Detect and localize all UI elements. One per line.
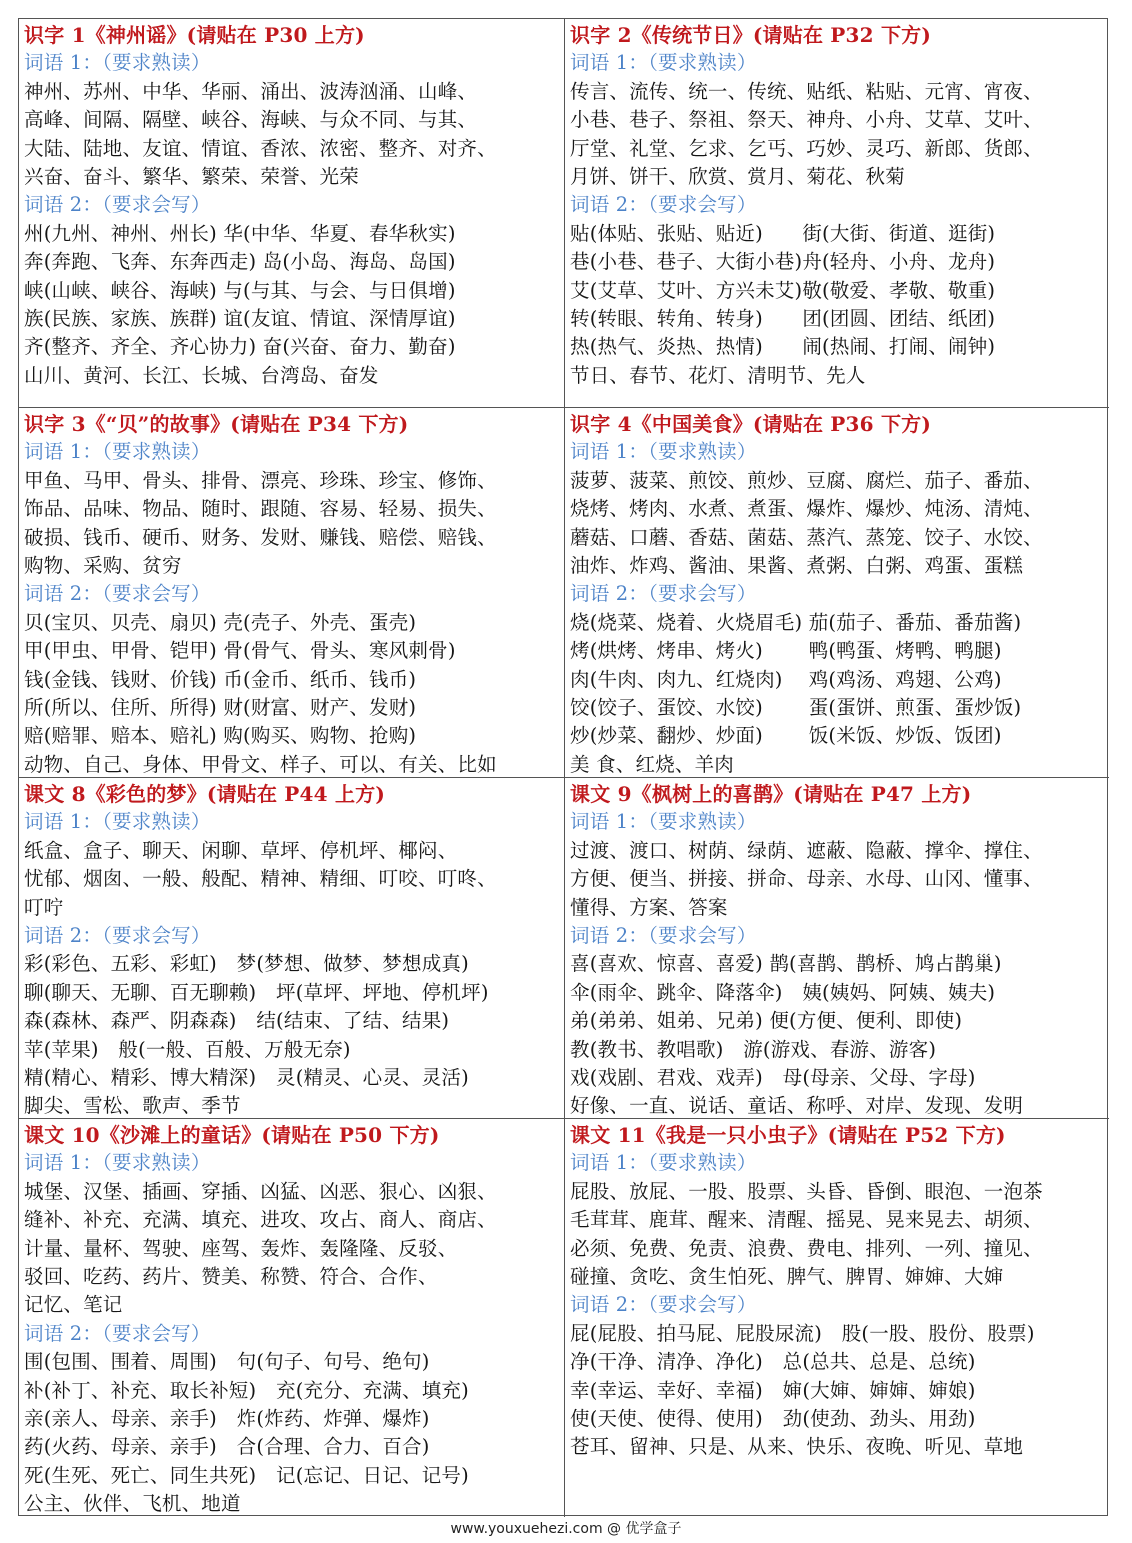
vocab-line: 森(森林、森严、阴森森) 结(结束、了结、结果) bbox=[24, 1009, 450, 1033]
vocab-line: 屁股、放屁、一股、股票、头昏、昏倒、眼泡、一泡茶 bbox=[570, 1179, 1043, 1203]
vocab-group-label: 词语 2：（要求会写） bbox=[570, 582, 757, 606]
vocab-group-label: 词语 2：（要求会写） bbox=[570, 924, 757, 948]
vocab-line: 屁(屁股、拍马屁、屁股尿流) 股(一股、股份、股票) bbox=[570, 1321, 1035, 1345]
vocab-line: 神州、苏州、中华、华丽、涌出、波涛汹涌、山峰、 bbox=[24, 79, 478, 103]
vocab-line: 戏(戏剧、君戏、戏弄) 母(母亲、父母、字母) bbox=[570, 1066, 976, 1090]
vocab-line: 饺(饺子、蛋饺、水饺) 蛋(蛋饼、煎蛋、蛋炒饭) bbox=[570, 696, 1022, 720]
vocab-line: 动物、自己、身体、甲骨文、样子、可以、有关、比如 bbox=[24, 752, 497, 776]
vocab-line: 补(补丁、补充、取长补短) 充(充分、充满、填充) bbox=[24, 1378, 469, 1402]
vocab-group-label: 词语 1：（要求熟读） bbox=[570, 51, 757, 75]
vocab-line: 烤(烘烤、烤串、烤火) 鸭(鸭蛋、烤鸭、鸭腿) bbox=[570, 639, 1002, 663]
vocab-line: 大陆、陆地、友谊、情谊、香浓、浓密、整齐、对齐、 bbox=[24, 136, 497, 160]
vocab-line: 过渡、渡口、树荫、绿荫、遮蔽、隐蔽、撑伞、撑住、 bbox=[570, 838, 1043, 862]
vocab-line: 蘑菇、口蘑、香菇、菌菇、蒸汽、蒸笼、饺子、水饺、 bbox=[570, 525, 1043, 549]
vocab-line: 精(精心、精彩、博大精深) 灵(精灵、心灵、灵活) bbox=[24, 1066, 469, 1090]
vocab-line: 脚尖、雪松、歌声、季节 bbox=[24, 1094, 241, 1118]
vocab-line: 奔(奔跑、飞奔、东奔西走) 岛(小岛、海岛、岛国) bbox=[24, 250, 456, 274]
vocab-line: 甲鱼、马甲、骨头、排骨、漂亮、珍珠、珍宝、修饰、 bbox=[24, 468, 497, 492]
vocab-line: 艾(艾草、艾叶、方兴未艾)敬(敬爱、孝敬、敬重) bbox=[570, 278, 996, 302]
vocab-line: 贴(体贴、张贴、贴近) 街(大街、街道、逛街) bbox=[570, 221, 996, 245]
vocab-line: 热(热气、炎热、热情) 闹(热闹、打闹、闹钟) bbox=[570, 335, 996, 359]
vocab-line: 州(九州、神州、州长) 华(中华、华夏、春华秋实) bbox=[24, 221, 456, 245]
vocab-line: 喜(喜欢、惊喜、喜爱) 鹊(喜鹊、鹊桥、鸠占鹊巢) bbox=[570, 952, 1002, 976]
word-list-grid bbox=[18, 18, 1108, 1516]
vocab-line: 好像、一直、说话、童话、称呼、对岸、发现、发明 bbox=[570, 1094, 1024, 1118]
section-card bbox=[19, 408, 565, 778]
vocab-line: 钱(金钱、钱财、价钱) 币(金币、纸币、钱币) bbox=[24, 667, 417, 691]
vocab-line: 小巷、巷子、祭祖、祭天、神舟、小舟、艾草、艾叶、 bbox=[570, 108, 1043, 132]
vocab-line: 净(干净、清净、净化) 总(总共、总是、总统) bbox=[570, 1350, 976, 1374]
vocab-line: 厅堂、礼堂、乞求、乞丐、巧妙、灵巧、新郎、货郎、 bbox=[570, 136, 1043, 160]
vocab-line: 忧郁、烟囱、一般、般配、精神、精细、叮咬、叮咚、 bbox=[24, 867, 497, 891]
vocab-line: 峡(山峡、峡谷、海峡) 与(与其、与会、与日俱增) bbox=[24, 278, 456, 302]
vocab-line: 高峰、间隔、隔壁、峡谷、海峡、与众不同、与其、 bbox=[24, 108, 478, 132]
vocab-group-label: 词语 1：（要求熟读） bbox=[24, 810, 211, 834]
vocab-line: 赔(赔罪、赔本、赔礼) 购(购买、购物、抢购) bbox=[24, 724, 417, 748]
vocab-group-label: 词语 1：（要求熟读） bbox=[24, 1151, 211, 1175]
vocab-line: 懂得、方案、答案 bbox=[570, 895, 728, 919]
vocab-line: 族(民族、家族、族群) 谊(友谊、情谊、深情厚谊) bbox=[24, 307, 456, 331]
vocab-line: 破损、钱币、硬币、财务、发财、赚钱、赔偿、赔钱、 bbox=[24, 525, 497, 549]
vocab-line: 死(生死、死亡、同生共死) 记(忘记、日记、记号) bbox=[24, 1463, 469, 1487]
vocab-line: 毛茸茸、鹿茸、醒来、清醒、摇晃、晃来晃去、胡须、 bbox=[570, 1208, 1043, 1232]
vocab-line: 教(教书、教唱歌) 游(游戏、春游、游客) bbox=[570, 1037, 937, 1061]
vocab-line: 甲(甲虫、甲骨、铠甲) 骨(骨气、骨头、寒风刺骨) bbox=[24, 639, 456, 663]
vocab-group-label: 词语 2：（要求会写） bbox=[24, 582, 211, 606]
vocab-line: 月饼、饼干、欣赏、赏月、菊花、秋菊 bbox=[570, 165, 905, 189]
vocab-line: 购物、采购、贫穷 bbox=[24, 554, 182, 578]
vocab-line: 驳回、吃药、药片、赞美、称赞、符合、合作、 bbox=[24, 1265, 438, 1289]
vocab-line: 菠萝、菠菜、煎饺、煎炒、豆腐、腐烂、茄子、番茄、 bbox=[570, 468, 1043, 492]
vocab-line: 饰品、品味、物品、随时、跟随、容易、轻易、损失、 bbox=[24, 497, 497, 521]
vocab-group-label: 词语 2：（要求会写） bbox=[570, 193, 757, 217]
vocab-group-label: 词语 2：（要求会写） bbox=[570, 1293, 757, 1317]
vocab-group-label: 词语 2：（要求会写） bbox=[24, 1321, 211, 1345]
vocab-line: 美 食、红烧、羊肉 bbox=[570, 752, 734, 776]
section-title: 课文 9《枫树上的喜鹊》(请贴在 P47 上方) bbox=[570, 782, 972, 806]
vocab-line: 记忆、笔记 bbox=[24, 1293, 123, 1317]
section-title: 课文 11《我是一只小虫子》(请贴在 P52 下方) bbox=[570, 1123, 1006, 1147]
vocab-line: 节日、春节、花灯、清明节、先人 bbox=[570, 363, 866, 387]
vocab-line: 巷(小巷、巷子、大街小巷)舟(轻舟、小舟、龙舟) bbox=[570, 250, 996, 274]
vocab-line: 公主、伙伴、飞机、地道 bbox=[24, 1492, 241, 1516]
vocab-line: 烧(烧菜、烧着、火烧眉毛) 茄(茄子、番茄、番茄酱) bbox=[570, 610, 1022, 634]
vocab-line: 弟(弟弟、姐弟、兄弟) 便(方便、便利、即使) bbox=[570, 1009, 963, 1033]
section-card bbox=[19, 19, 565, 408]
section-title: 课文 8《彩色的梦》(请贴在 P44 上方) bbox=[24, 782, 386, 806]
footer-watermark: www.youxuehezi.com @ 优学盒子 bbox=[450, 1521, 682, 1537]
vocab-line: 必须、免费、免责、浪费、费电、排列、一列、撞见、 bbox=[570, 1236, 1043, 1260]
vocab-line: 肉(牛肉、肉九、红烧肉) 鸡(鸡汤、鸡翅、公鸡) bbox=[570, 667, 1002, 691]
vocab-line: 聊(聊天、无聊、百无聊赖) 坪(草坪、坪地、停机坪) bbox=[24, 980, 489, 1004]
section-card bbox=[565, 778, 1109, 1119]
vocab-group-label: 词语 1：（要求熟读） bbox=[24, 51, 211, 75]
section-title: 识字 3《“贝”的故事》(请贴在 P34 下方) bbox=[24, 412, 409, 436]
vocab-line: 城堡、汉堡、插画、穿插、凶猛、凶恶、狠心、凶狠、 bbox=[24, 1179, 497, 1203]
section-card bbox=[565, 19, 1109, 408]
vocab-line: 齐(整齐、齐全、齐心协力) 奋(兴奋、奋力、勤奋) bbox=[24, 335, 456, 359]
vocab-line: 叮咛 bbox=[24, 895, 64, 919]
vocab-line: 传言、流传、统一、传统、贴纸、粘贴、元宵、宵夜、 bbox=[570, 79, 1043, 103]
vocab-line: 计量、量杯、驾驶、座驾、轰炸、轰隆隆、反驳、 bbox=[24, 1236, 458, 1260]
vocab-line: 炒(炒菜、翻炒、炒面) 饭(米饭、炒饭、饭团) bbox=[570, 724, 1002, 748]
vocab-line: 兴奋、奋斗、繁华、繁荣、荣誉、光荣 bbox=[24, 165, 359, 189]
vocab-line: 围(包围、围着、周围) 句(句子、句号、绝句) bbox=[24, 1350, 430, 1374]
section-title: 课文 10《沙滩上的童话》(请贴在 P50 下方) bbox=[24, 1123, 440, 1147]
section-title: 识字 4《中国美食》(请贴在 P36 下方) bbox=[570, 412, 932, 436]
vocab-line: 药(火药、母亲、亲手) 合(合理、合力、百合) bbox=[24, 1435, 430, 1459]
vocab-line: 转(转眼、转角、转身) 团(团圆、团结、纸团) bbox=[570, 307, 996, 331]
section-card bbox=[565, 408, 1109, 778]
vocab-line: 缝补、补充、充满、填充、进攻、攻占、商人、商店、 bbox=[24, 1208, 497, 1232]
section-card bbox=[565, 1119, 1109, 1517]
vocab-line: 方便、便当、拼接、拼命、母亲、水母、山冈、懂事、 bbox=[570, 867, 1043, 891]
vocab-line: 山川、黄河、长江、长城、台湾岛、奋发 bbox=[24, 363, 379, 387]
vocab-group-label: 词语 1：（要求熟读） bbox=[24, 440, 211, 464]
vocab-group-label: 词语 2：（要求会写） bbox=[24, 193, 211, 217]
vocab-line: 贝(宝贝、贝壳、扇贝) 壳(壳子、外壳、蛋壳) bbox=[24, 610, 417, 634]
vocab-line: 苍耳、留神、只是、从来、快乐、夜晚、听见、草地 bbox=[570, 1435, 1024, 1459]
section-card bbox=[19, 1119, 565, 1517]
section-card bbox=[19, 778, 565, 1119]
vocab-line: 碰撞、贪吃、贪生怕死、脾气、脾胃、婶婶、大婶 bbox=[570, 1265, 1004, 1289]
vocab-group-label: 词语 2：（要求会写） bbox=[24, 924, 211, 948]
vocab-line: 亲(亲人、母亲、亲手) 炸(炸药、炸弹、爆炸) bbox=[24, 1407, 430, 1431]
vocab-line: 幸(幸运、幸好、幸福) 婶(大婶、婶婶、婶娘) bbox=[570, 1378, 976, 1402]
vocab-line: 彩(彩色、五彩、彩虹) 梦(梦想、做梦、梦想成真) bbox=[24, 952, 469, 976]
vocab-line: 纸盒、盒子、聊天、闲聊、草坪、停机坪、椰闷、 bbox=[24, 838, 458, 862]
section-title: 识字 1《神州谣》(请贴在 P30 上方) bbox=[24, 23, 365, 47]
section-title: 识字 2《传统节日》(请贴在 P32 下方) bbox=[570, 23, 932, 47]
vocab-group-label: 词语 1：（要求熟读） bbox=[570, 440, 757, 464]
vocab-line: 油炸、炸鸡、酱油、果酱、煮粥、白粥、鸡蛋、蛋糕 bbox=[570, 554, 1024, 578]
vocab-line: 烧烤、烤肉、水煮、煮蛋、爆炸、爆炒、炖汤、清炖、 bbox=[570, 497, 1043, 521]
vocab-line: 使(天使、使得、使用) 劲(使劲、劲头、用劲) bbox=[570, 1407, 976, 1431]
vocab-line: 所(所以、住所、所得) 财(财富、财产、发财) bbox=[24, 696, 417, 720]
vocab-line: 苹(苹果) 般(一般、百般、万般无奈) bbox=[24, 1037, 351, 1061]
vocab-group-label: 词语 1：（要求熟读） bbox=[570, 1151, 757, 1175]
vocab-group-label: 词语 1：（要求熟读） bbox=[570, 810, 757, 834]
vocab-line: 伞(雨伞、跳伞、降落伞) 姨(姨妈、阿姨、姨夫) bbox=[570, 980, 996, 1004]
